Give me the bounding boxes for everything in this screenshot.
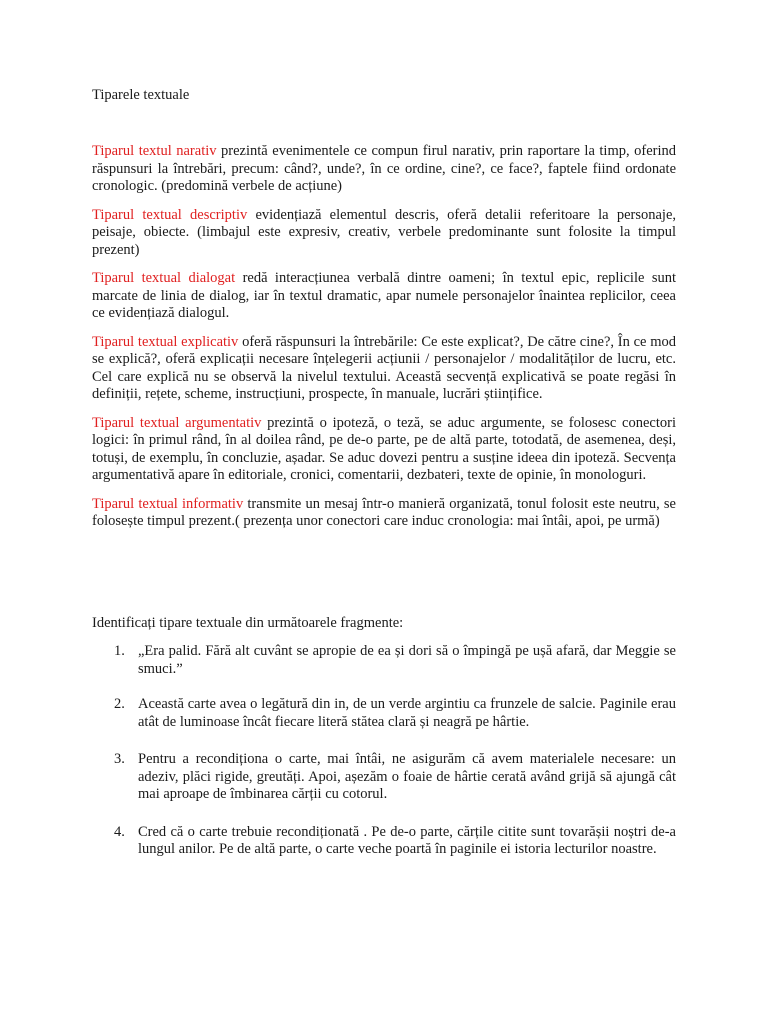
definition-dialogat: redă interacțiunea verbală dintre oameni; în textul epic, replicile sunt marcate de linia de dialog, iar în textul dramatic, apar numele personajelor înaintea replicilor, ceea ce evidențiază dialogul. — [92, 270, 676, 321]
list-item — [92, 696, 676, 731]
term-dialogat: Tiparul textual dialogat — [92, 270, 236, 286]
text-patterns-section — [92, 143, 676, 542]
paragraph-explicativ — [92, 334, 676, 404]
term-descriptiv: Tiparul textual descriptiv — [92, 206, 248, 223]
list-item — [92, 751, 676, 804]
list-item-text: Această carte avea o legătură din in, de un verde argintiu ca frunzele de salcie. Paginile erau atât de luminoase încât fiecare literă stătea clară și neagră pe hârtie. — [138, 696, 676, 730]
paragraph-dialogat — [92, 270, 676, 323]
definition-explicativ: oferă răspunsuri la întrebările: Ce este explicat?, De către cine?, În ce mod se explică?, oferă explicații necesare înțelegerii acțiunii / personajelor / modalităților de lucru, etc. Cel care explică nu se observă la nivelul textului. Această secvență explicativă se poate regăsi în definiții, rețete, scheme, instrucțiuni, prospecte, în manuale, lucrări științifice. — [92, 333, 676, 402]
list-item-number: 2. — [114, 696, 125, 712]
exercise-instruction: Identificați tipare textuale din următoarele fragmente: — [92, 615, 404, 631]
list-item-text: Pentru a recondiționa o carte, mai întâi, ne asigurăm că avem materialele necesare: un adeziv, plăci rigide, greutăți. Apoi, așezăm o foaie de hârtie cerată având grijă să ajungă cât mai aproape de îmbinarea cărții cu cotorul. — [138, 751, 676, 802]
list-item-text: „Era palid. Fără alt cuvânt se apropie de ea și dori să o împingă pe ușă afară, dar Meggie se smuci.” — [138, 643, 676, 677]
list-item — [92, 643, 676, 678]
list-item-text: Cred că o carte trebuie recondiționată . Pe de-o parte, cărțile citite sunt tovarășii noștri de-a lungul anilor. Pe de altă parte, o carte veche poartă în paginile ei istoria lecturilor noastre. — [138, 823, 676, 857]
list-item-number: 4. — [114, 823, 125, 840]
term-explicativ: Tiparul textual explicativ — [92, 333, 239, 350]
definition-argumentativ: prezintă o ipoteză, o teză, se aduc argumente, se folosesc conectori logici: în primul rând, în al doilea rând, pe de-o parte, pe de altă parte, totodată, de asemenea, deși, totuși, de exemplu, în concluzie, așadar. Se aduc dovezi pentru a susține ideea din ipoteză. Secvența argumentativă apare în editoriale, cronici, comentarii, dezbateri, texte de opinie, în monologuri. — [92, 414, 677, 483]
fragments-list — [92, 643, 676, 859]
list-item-number: 1. — [114, 643, 125, 659]
term-informativ: Tiparul textual informativ — [92, 495, 244, 512]
term-argumentativ: Tiparul textual argumentativ — [92, 414, 262, 431]
term-narrativ: Tiparul textul narativ — [92, 143, 217, 159]
paragraph-informativ — [92, 496, 676, 531]
paragraph-descriptiv — [92, 207, 676, 260]
document-title: Tiparele textuale — [92, 87, 190, 103]
list-item-number: 3. — [114, 751, 125, 767]
paragraph-argumentativ — [92, 415, 676, 485]
definition-narrativ: prezintă evenimentele ce compun firul narativ, prin raportare la timp, oferind răspunsuri la întrebări, precum: când?, unde?, în ce ordine, cine?, ce face?, faptele fiind ordonate cronologic. (predomină verbele de acțiune) — [92, 143, 677, 194]
definition-informativ: transmite un mesaj într-o manieră organizată, tonul folosit este neutru, se folosește timpul prezent.( prezența unor conectori care induc cronologia: mai întâi, apoi, pe urmă) — [92, 495, 676, 529]
paragraph-narrativ — [92, 143, 676, 196]
list-item — [92, 824, 676, 859]
definition-descriptiv: evidențiază elementul descris, oferă detalii referitoare la personaje, peisaje, obiecte. (limbajul este expresiv, creativ, verbele predominante sunt folosite la timpul prezent) — [92, 206, 676, 258]
